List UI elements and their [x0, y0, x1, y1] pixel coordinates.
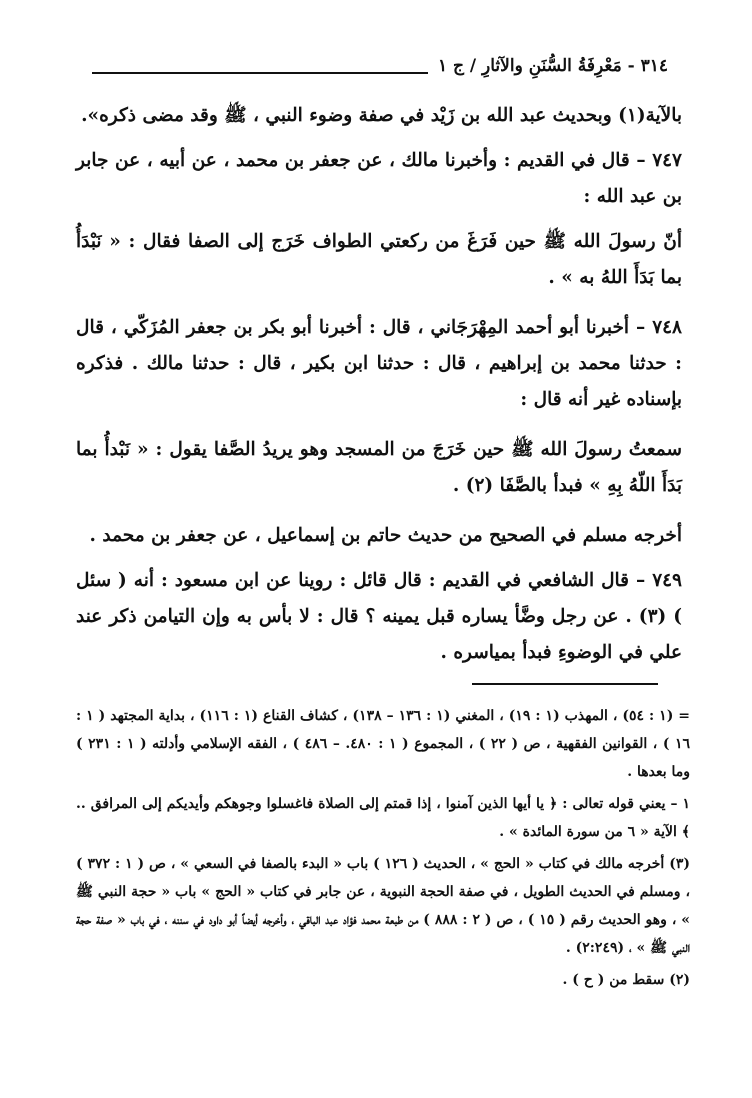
paragraph: ٧٤٩ – قال الشافعي في القديم : قال قائل : روينا عن ابن مسعود : أنه ( سئل ) (٣) . عن رجل وضَّأ يساره قبل يمينه ؟ قال : لا بأس به وإن التيامن ذكر عند علي في الوضوءِ فبدأ بمياسره .: [76, 570, 683, 663]
paragraph: بالآية(١) وبحديث عبد الله بن زَيْد في صفة وضوء النبي ، ﷺ وقد مضى ذكره».: [81, 105, 682, 126]
header-rule: [92, 72, 428, 74]
footnote: (٢) سقط من ( ح ) .: [562, 972, 690, 988]
paragraph: أنّ رسولَ الله ﷺ حين فَرَغَ من ركعتي الطواف خَرَج إلى الصفا فقال : « نَبْدَأُ بما بَدَأَ اللهُ به » .: [76, 231, 682, 288]
paragraph: ٧٤٧ – قال في القديم : وأخبرنا مالك ، عن جعفر بن محمد ، عن أبيه ، عن جابر بن عبد الله :: [76, 150, 682, 207]
footnote-rule: [472, 683, 658, 685]
paragraph: سمعتُ رسولَ الله ﷺ حين خَرَجَ من المسجد وهو يريدُ الصَّفا يقول : « نَبْدأُ بما بَدَأَ اللّهُ بِهِ » فبدأ بالصَّفَا (٢) .: [76, 439, 682, 496]
main-text: [76, 98, 682, 680]
footnote: (٣) أخرجه مالك في كتاب « الحج » ، الحديث ( ١٢٦ ) باب « البدء بالصفا في السعي » ، ص ( ١ : ٣٧٢ ) ، ومسلم في الحديث الطويل ، في صفة الحجة النبوية ، عن جابر في كتاب « الحج » باب « حجة النبي ﷺ » ، وهو الحديث رقم ( ١٥ ) ، ص ( ٢ : ٨٨٨ ) من طبعة محمد فؤاد عبد الباقي ، وأخرجه أيضاً أبو داود في سننه ، في باب « صفة حجة النبي ﷺ » ، (٢:٢٤٩) .: [76, 856, 691, 956]
paragraph: أخرجه مسلم في الصحيح من حديث حاتم بن إسماعيل ، عن جعفر بن محمد .: [89, 525, 682, 546]
footnote: ١ – يعني قوله تعالى : ﴿ يا أيها الذين آمنوا ، إذا قمتم إلى الصلاة فاغسلوا وجوهكم وأيديكم إلى المرافق .. ﴾ الآية « ٦ من سورة المائدة » .: [76, 796, 690, 840]
footnote: = (١ : ٥٤) ، المهذب (١ : ١٩) ، المغني (١ : ١٣٦ – ١٣٨) ، كشاف القناع (١ : ١١٦) ، بداية المجتهد ( ١ : ١٦ ) ، القوانين الفقهية ، ص ( ٢٢ ) ، المجموع ( ١ : ٤٨٠. – ٤٨٦ ) ، الفقه الإسلامي وأدلته ( ١ : ٢٣١ ) وما بعدها .: [76, 708, 691, 780]
running-header: ٣١٤ - مَعْرِفَةُ السُّنَنِ والآثارِ / ج ١: [437, 56, 668, 76]
paragraph: ٧٤٨ – أخبرنا أبو أحمد المِهْرَجَاني ، قال : أخبرنا أبو بكر بن جعفر المُزَكّي ، قال : حدثنا محمد بن إبراهيم ، قال : حدثنا ابن بكير ، قال : حدثنا مالك . فذكره بإسناده غير أنه قال :: [76, 317, 682, 410]
footnotes: [76, 702, 690, 998]
